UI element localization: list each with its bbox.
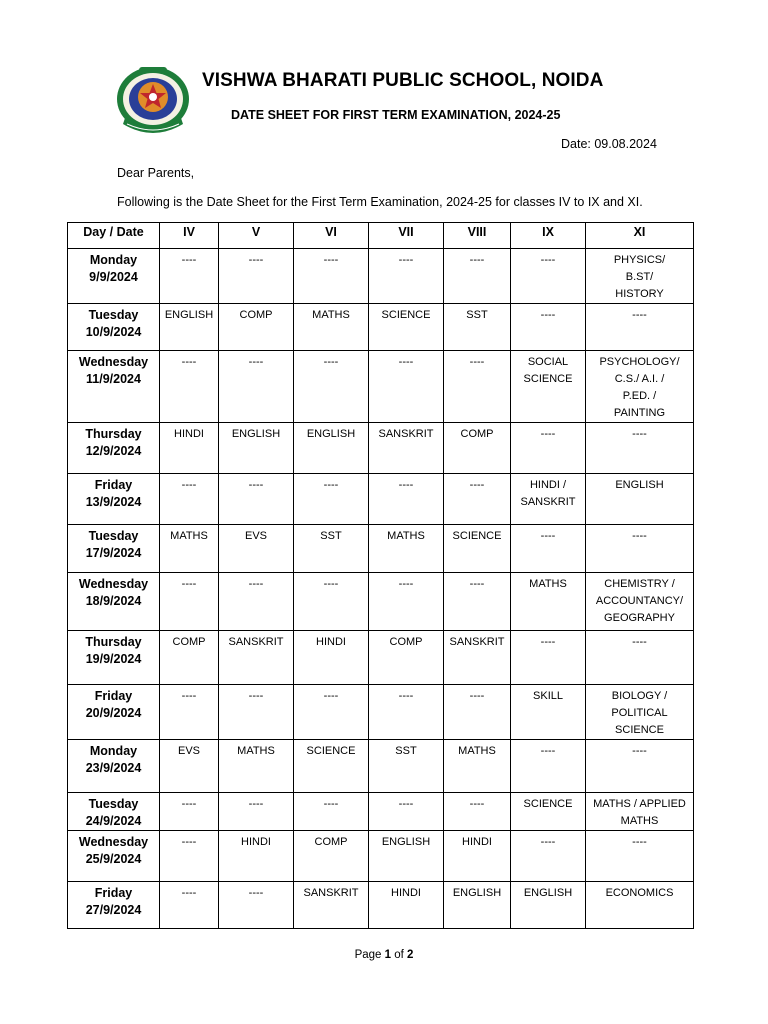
day-name: Monday [89, 744, 138, 758]
subject-cell: ---- [586, 631, 694, 685]
header-class-xi: XI [586, 223, 694, 249]
subject-cell: ---- [219, 474, 294, 525]
subject-cell: ---- [294, 351, 369, 423]
subject-cell: ---- [369, 351, 444, 423]
day-date-cell [68, 573, 160, 631]
subject-cell: ---- [511, 831, 586, 882]
subject-cell: ---- [511, 423, 586, 474]
table-row [68, 573, 694, 631]
day-date-cell [68, 831, 160, 882]
subject-cell: ENGLISH [369, 831, 444, 882]
subject-cell: HINDI [160, 423, 219, 474]
day-name: Friday [94, 478, 133, 492]
page-mid: of [391, 949, 408, 961]
subject-cell: PHYSICS/ B.ST/ HISTORY [586, 249, 694, 304]
subject-cell: SST [294, 525, 369, 573]
subject-cell: SCIENCE [369, 304, 444, 351]
table-row [68, 685, 694, 740]
page-total: 2 [407, 949, 414, 961]
subject-cell: HINDI [294, 631, 369, 685]
subject-cell: ---- [294, 573, 369, 631]
subject-cell: ---- [444, 249, 511, 304]
exam-date: 17/9/2024 [85, 546, 142, 560]
subject-cell: ---- [444, 793, 511, 831]
exam-date: 11/9/2024 [86, 372, 141, 386]
subject-cell: ---- [160, 793, 219, 831]
day-name: Thursday [85, 427, 142, 441]
issue-date: Date: 09.08.2024 [561, 137, 657, 151]
table-row [68, 740, 694, 793]
subject-cell: SKILL [511, 685, 586, 740]
day-name: Tuesday [88, 529, 139, 543]
subject-cell: ---- [219, 351, 294, 423]
header-class-vi: VI [294, 223, 369, 249]
subject-cell: MATHS [511, 573, 586, 631]
subject-cell: HINDI / SANSKRIT [511, 474, 586, 525]
day-name: Monday [89, 253, 138, 267]
subject-cell: MATHS / APPLIED MATHS [586, 793, 694, 831]
exam-date: 19/9/2024 [85, 652, 142, 666]
day-name: Tuesday [88, 797, 139, 811]
subject-cell: SOCIAL SCIENCE [511, 351, 586, 423]
subject-cell: ---- [160, 249, 219, 304]
intro-text: Following is the Date Sheet for the First Term Examination, 2024-25 for classes IV to IX and XI. [117, 195, 643, 209]
table-row [68, 304, 694, 351]
day-date-cell [68, 882, 160, 929]
subject-cell: ---- [369, 793, 444, 831]
exam-date: 18/9/2024 [85, 594, 142, 608]
date-sheet-table [67, 222, 694, 929]
subject-cell: EVS [160, 740, 219, 793]
subject-cell: ---- [369, 474, 444, 525]
page-prefix: Page [354, 949, 385, 961]
school-name: VISHWA BHARATI PUBLIC SCHOOL, NOIDA [202, 70, 604, 91]
page-current: 1 [384, 949, 392, 961]
subject-cell: ---- [219, 249, 294, 304]
subject-cell: ENGLISH [294, 423, 369, 474]
subject-cell: ---- [586, 740, 694, 793]
subject-cell: ---- [294, 474, 369, 525]
subject-cell: ENGLISH [444, 882, 511, 929]
header-class-iv: IV [160, 223, 219, 249]
subject-cell: ---- [586, 525, 694, 573]
subject-cell: ---- [511, 631, 586, 685]
subject-cell: ENGLISH [160, 304, 219, 351]
subject-cell: ---- [219, 685, 294, 740]
subject-cell: MATHS [219, 740, 294, 793]
subject-cell: ---- [294, 793, 369, 831]
subject-cell: ---- [294, 249, 369, 304]
subject-cell: ---- [586, 423, 694, 474]
day-name: Thursday [85, 635, 142, 649]
page-number [0, 949, 768, 961]
table-row [68, 525, 694, 573]
school-logo [113, 64, 193, 138]
subject-cell: SST [369, 740, 444, 793]
subject-cell: ---- [160, 882, 219, 929]
exam-date: 12/9/2024 [85, 444, 142, 458]
table-header-row [68, 223, 694, 249]
subject-cell: ---- [369, 685, 444, 740]
subject-cell: ---- [219, 573, 294, 631]
subject-cell: ---- [160, 573, 219, 631]
subject-cell: ENGLISH [586, 474, 694, 525]
exam-date: 25/9/2024 [85, 852, 142, 866]
exam-date: 24/9/2024 [85, 814, 142, 828]
subject-cell: MATHS [160, 525, 219, 573]
table-row [68, 793, 694, 831]
subject-cell: SANSKRIT [294, 882, 369, 929]
day-date-cell [68, 474, 160, 525]
subject-cell: ---- [511, 304, 586, 351]
subject-cell: ---- [511, 525, 586, 573]
subject-cell: ---- [160, 351, 219, 423]
subject-cell: ---- [586, 831, 694, 882]
exam-date: 23/9/2024 [85, 761, 142, 775]
subject-cell: SST [444, 304, 511, 351]
subject-cell: COMP [369, 631, 444, 685]
subject-cell: SCIENCE [444, 525, 511, 573]
subject-cell: HINDI [369, 882, 444, 929]
header-day-date: Day / Date [68, 223, 160, 249]
day-date-cell [68, 631, 160, 685]
subject-cell: ---- [369, 573, 444, 631]
day-name: Wednesday [78, 355, 149, 369]
day-date-cell [68, 304, 160, 351]
subject-cell: ---- [219, 793, 294, 831]
subject-cell: ENGLISH [511, 882, 586, 929]
subject-cell: HINDI [444, 831, 511, 882]
subject-cell: ---- [160, 831, 219, 882]
subject-cell: SANSKRIT [369, 423, 444, 474]
day-name: Friday [94, 689, 133, 703]
exam-date: 9/9/2024 [89, 270, 138, 284]
subject-cell: MATHS [294, 304, 369, 351]
day-date-cell [68, 423, 160, 474]
subject-cell: SANSKRIT [219, 631, 294, 685]
subject-cell: ---- [444, 351, 511, 423]
date-sheet-title: DATE SHEET FOR FIRST TERM EXAMINATION, 2024-25 [231, 108, 561, 122]
exam-date: 27/9/2024 [85, 903, 142, 917]
subject-cell: ---- [586, 304, 694, 351]
exam-date: 13/9/2024 [85, 495, 142, 509]
subject-cell: COMP [219, 304, 294, 351]
subject-cell: SCIENCE [294, 740, 369, 793]
subject-cell: ENGLISH [219, 423, 294, 474]
day-date-cell [68, 685, 160, 740]
day-date-cell [68, 740, 160, 793]
subject-cell: ECONOMICS [586, 882, 694, 929]
subject-cell: ---- [511, 740, 586, 793]
table-row [68, 882, 694, 929]
day-date-cell [68, 249, 160, 304]
table-row [68, 474, 694, 525]
table-row [68, 249, 694, 304]
header-class-v: V [219, 223, 294, 249]
day-name: Wednesday [78, 835, 149, 849]
day-name: Friday [94, 886, 133, 900]
day-name: Wednesday [78, 577, 149, 591]
subject-cell: ---- [511, 249, 586, 304]
salutation: Dear Parents, [117, 166, 195, 180]
subject-cell: SCIENCE [511, 793, 586, 831]
subject-cell: HINDI [219, 831, 294, 882]
day-date-cell [68, 351, 160, 423]
subject-cell: CHEMISTRY / ACCOUNTANCY/ GEOGRAPHY [586, 573, 694, 631]
subject-cell: MATHS [444, 740, 511, 793]
subject-cell: ---- [444, 573, 511, 631]
subject-cell: COMP [444, 423, 511, 474]
day-date-cell [68, 525, 160, 573]
subject-cell: ---- [160, 685, 219, 740]
subject-cell: PSYCHOLOGY/ C.S./ A.I. / P.ED. / PAINTING [586, 351, 694, 423]
subject-cell: ---- [160, 474, 219, 525]
subject-cell: EVS [219, 525, 294, 573]
subject-cell: ---- [219, 882, 294, 929]
table-row [68, 423, 694, 474]
table-row [68, 631, 694, 685]
table-row [68, 831, 694, 882]
subject-cell: BIOLOGY / POLITICAL SCIENCE [586, 685, 694, 740]
exam-date: 20/9/2024 [85, 706, 142, 720]
subject-cell: MATHS [369, 525, 444, 573]
table-row [68, 351, 694, 423]
subject-cell: ---- [369, 249, 444, 304]
subject-cell: ---- [294, 685, 369, 740]
exam-date: 10/9/2024 [85, 325, 142, 339]
subject-cell: ---- [444, 685, 511, 740]
subject-cell: COMP [294, 831, 369, 882]
day-name: Tuesday [88, 308, 139, 322]
header-class-vii: VII [369, 223, 444, 249]
subject-cell: ---- [444, 474, 511, 525]
day-date-cell [68, 793, 160, 831]
subject-cell: COMP [160, 631, 219, 685]
header-class-ix: IX [511, 223, 586, 249]
header-class-viii: VIII [444, 223, 511, 249]
subject-cell: SANSKRIT [444, 631, 511, 685]
